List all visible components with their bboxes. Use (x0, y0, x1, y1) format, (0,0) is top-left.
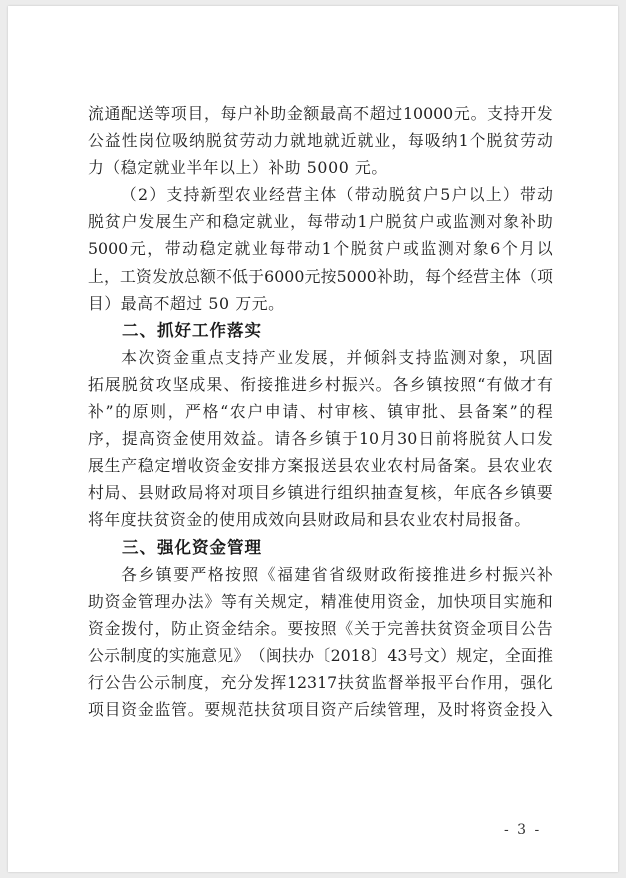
section-heading: 三、强化资金管理 (122, 537, 262, 557)
document-page (8, 6, 618, 872)
page-number: - 3 - (504, 822, 542, 838)
text-line: 资 金 拨 付 ， 防 止 资 金 结 余 。 要 按 照 《 关 于 完 善 扶 贫 资 金 项 目 公 告 (88, 618, 553, 638)
text-line: 村 局 、 县 财 政 局 将 对 项 目 乡 镇 进 行 组 织 抽 查 复 核 ， 年 底 各 乡 镇 要 (88, 483, 553, 503)
text-line: 拓 展 脱 贫 攻 坚 成 果 、 衔 接 推 进 乡 村 振 兴 。 各 乡 镇 按 照 “ 有 做 才 有 (88, 374, 553, 394)
text-line: 流 通 配 送 等 项 目 ， 每 户 补 助 金 额 最 高 不 超 过 10000 元 。 支 持 开 发 (88, 104, 553, 123)
section-heading: 二、抓好工作落实 (122, 320, 262, 340)
text-line: 脱 贫 户 发 展 生 产 和 稳 定 就 业 ， 每 带 动 1 户 脱 贫 户 或 监 测 对 象 补 助 (88, 212, 553, 232)
text-line: 行 公 告 公 示 制 度 ， 充 分 发 挥 12317 扶 贫 监 督 举 报 平 台 作 用 ， 强 化 (88, 672, 553, 692)
text-line: 公 示 制 度 的 实 施 意 见 》 （ 闽 扶 办 〔 2018 〕 43 号 文 ） 规 定 ， 全 面 推 (88, 645, 553, 665)
text-line: 上 ， 工 资 发 放 总 额 不 低 于 6000 元 按 5000 补 助 ， 每 个 经 营 主 体 （ 项 (88, 266, 553, 286)
text-line: 将年度扶贫资金的使用成效向县财政局和县农业农村局报备。 (88, 510, 531, 530)
text-line: 公 益 性 岗 位 吸 纳 脱 贫 劳 动 力 就 地 就 近 就 业 ， 每 吸 纳 1 个 脱 贫 劳 动 (88, 131, 553, 151)
text-line: 本 次 资 金 重 点 支 持 产 业 发 展 ， 并 倾 斜 支 持 监 测 对 象 ， 巩 固 (121, 347, 553, 367)
text-line: 各 乡 镇 要 严 格 按 照 《 福 建 省 省 级 财 政 衔 接 推 进 乡 村 振 兴 补 (121, 564, 553, 584)
text-line: 项 目 资 金 监 管 。 要 规 范 扶 贫 项 目 资 产 后 续 管 理 ， 及 时 将 资 金 投 入 (88, 700, 553, 720)
text-line: 展 生 产 稳 定 增 收 资 金 安 排 方 案 报 送 县 农 业 农 村 局 备 案 。 县 农 业 农 (88, 456, 553, 476)
text-line: （ 2 ） 支 持 新 型 农 业 经 营 主 体 （ 带 动 脱 贫 户 5 户 以 上 ） 带 动 (120, 185, 553, 205)
text-line: 补 ” 的 原 则 ， 严 格 “ 农 户 申 请 、 村 审 核 、 镇 审 批 、 县 备 案 ” 的 程 (88, 402, 553, 422)
text-line: 目）最高不超过 50 万元。 (88, 293, 285, 313)
text-line: 5000 元 ， 带 动 稳 定 就 业 每 带 动 1 个 脱 贫 户 或 监 测 对 象 6 个 月 以 (88, 239, 553, 259)
text-line: 序 ， 提 高 资 金 使 用 效 益 。 请 各 乡 镇 于 10 月 30 日 前 将 脱 贫 人 口 发 (88, 429, 553, 449)
text-line: 助 资 金 管 理 办 法 》 等 有 关 规 定 ， 精 准 使 用 资 金 ， 加 快 项 目 实 施 和 (88, 591, 553, 611)
document-body (88, 100, 553, 723)
text-line: 力（稳定就业半年以上）补助 5000 元。 (88, 158, 388, 178)
